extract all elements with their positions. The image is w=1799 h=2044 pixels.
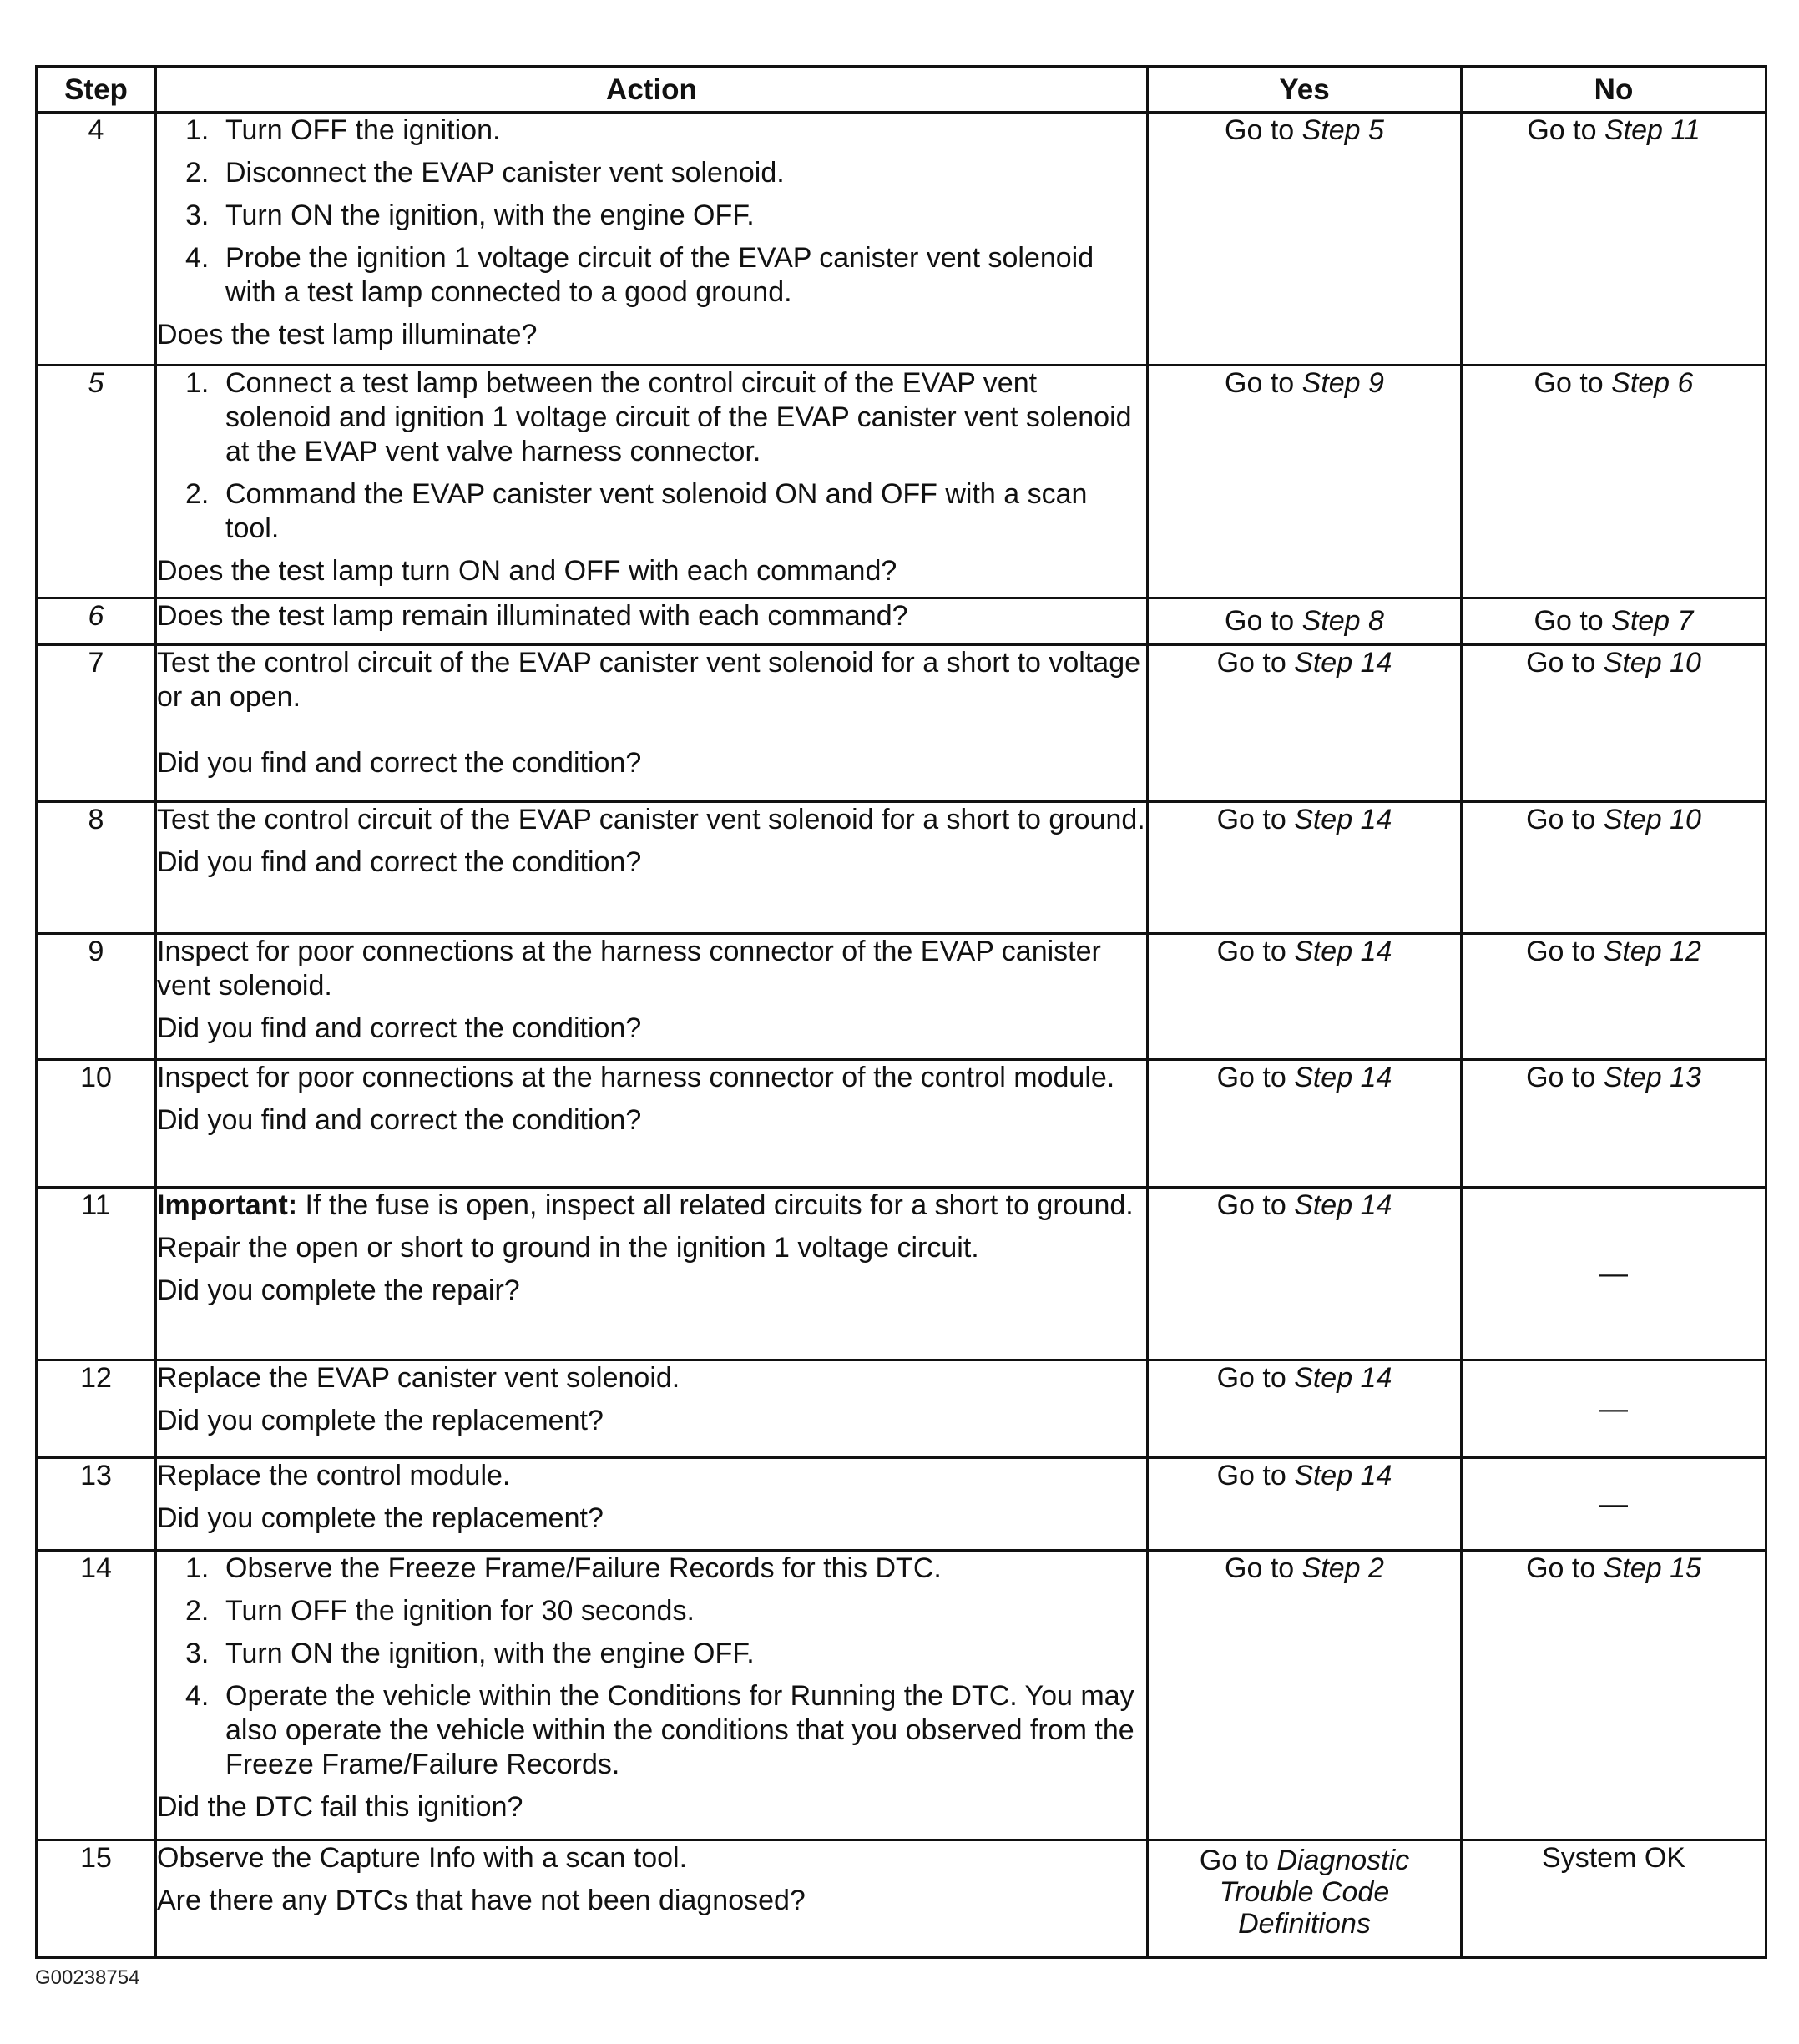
diagnostic-steps-table [35,65,1767,1959]
table-row-step-9 [37,934,1766,1060]
action-cell [156,1840,1148,1958]
action-text: Test the control circuit of the EVAP canister vent solenoid for a short to voltage or an open. [157,647,1141,713]
yes-cell: Go to Step 14 [1148,802,1462,934]
no-cell: Go to Step 15 [1462,1551,1766,1840]
table-header-row [37,67,1766,113]
step-number: 9 [37,934,156,1060]
yes-cell: Go to Diagnostic Trouble Code Definitions [1148,1840,1462,1958]
table-row-step-15 [37,1840,1766,1958]
table-row-step-5 [37,366,1766,598]
action-question: Did you complete the replacement? [157,1405,604,1436]
action-question: Did you find and correct the condition? [157,1104,642,1136]
action-question: Did you find and correct the condition? [157,846,642,878]
no-cell: Go to Step 10 [1462,802,1766,934]
column-header-action: Action [156,67,1148,113]
list-item: 3. Turn ON the ignition, with the engine OFF. [185,199,755,231]
list-item: 2. Disconnect the EVAP canister vent solenoid. [185,157,785,189]
action-cell [156,1360,1148,1458]
action-text: Replace the EVAP canister vent solenoid. [157,1362,680,1394]
table-row-step-12 [37,1360,1766,1458]
action-question: Does the test lamp turn ON and OFF with each command? [157,555,897,587]
step-number: 15 [37,1840,156,1958]
action-text: Replace the control module. [157,1460,511,1491]
list-item: 2. Turn OFF the ignition for 30 seconds. [185,1595,695,1627]
yes-cell: Go to Step 14 [1148,1188,1462,1360]
table-row-step-6 [37,598,1766,645]
column-header-no: No [1462,67,1766,113]
no-dash: — [1599,1392,1628,1425]
action-text: Inspect for poor connections at the harness connector of the EVAP canister vent solenoid. [157,936,1101,1002]
no-cell: Go to Step 6 [1462,366,1766,598]
action-question: Did you complete the repair? [157,1274,520,1306]
action-cell [156,113,1148,366]
table-row-step-7 [37,645,1766,802]
action-cell [156,1188,1148,1360]
action-question: Did you find and correct the condition? [157,747,642,779]
step-number: 14 [37,1551,156,1840]
action-text: Observe the Capture Info with a scan tool. [157,1842,688,1874]
no-cell: Go to Step 11 [1462,113,1766,366]
table-row-step-13 [37,1458,1766,1551]
yes-cell: Go to Step 14 [1148,1458,1462,1551]
step-number: 13 [37,1458,156,1551]
action-cell [156,1060,1148,1188]
yes-cell: Go to Step 2 [1148,1551,1462,1840]
important-note: Important: If the fuse is open, inspect all related circuits for a short to ground. [157,1189,1134,1221]
action-question: Does the test lamp illuminate? [157,319,538,351]
yes-cell: Go to Step 14 [1148,645,1462,802]
no-cell: Go to Step 12 [1462,934,1766,1060]
action-list [157,366,1146,546]
action-cell [156,1551,1148,1840]
no-cell [1462,1840,1766,1958]
step-number: 6 [37,598,156,645]
action-question: Did you complete the replacement? [157,1502,604,1534]
action-question: Did the DTC fail this ignition? [157,1791,523,1823]
step-number: 4 [37,113,156,366]
diagnostic-table-container [35,65,1765,1959]
no-cell: Go to Step 13 [1462,1060,1766,1188]
no-cell [1462,1458,1766,1551]
table-row-step-10 [37,1060,1766,1188]
table-row-step-4 [37,113,1766,366]
column-header-step: Step [37,67,156,113]
action-cell [156,645,1148,802]
action-question: Did you find and correct the condition? [157,1012,642,1044]
action-text: Test the control circuit of the EVAP canister vent solenoid for a short to ground. [157,804,1145,835]
step-number: 10 [37,1060,156,1188]
important-label: Important: [157,1189,298,1221]
list-item: 2. Command the EVAP canister vent solenoid ON and OFF with a scan tool. [185,478,1088,544]
step-number: 12 [37,1360,156,1458]
yes-cell: Go to Step 8 [1148,598,1462,645]
yes-cell: Go to Step 14 [1148,934,1462,1060]
action-text: Inspect for poor connections at the harness connector of the control module. [157,1062,1115,1093]
yes-cell: Go to Step 5 [1148,113,1462,366]
table-row-step-14 [37,1551,1766,1840]
list-item: 1. Observe the Freeze Frame/Failure Records for this DTC. [185,1552,942,1584]
no-cell [1462,1360,1766,1458]
action-cell [156,366,1148,598]
no-cell: Go to Step 7 [1462,598,1766,645]
yes-cell: Go to Step 14 [1148,1360,1462,1458]
action-question: Are there any DTCs that have not been diagnosed? [157,1885,806,1916]
action-question: Does the test lamp remain illuminated with each command? [157,600,908,632]
table-row-step-11 [37,1188,1766,1360]
action-list [157,1552,1146,1782]
column-header-yes: Yes [1148,67,1462,113]
yes-cell: Go to Step 14 [1148,1060,1462,1188]
action-text: Repair the open or short to ground in the ignition 1 voltage circuit. [157,1232,979,1264]
step-number: 7 [37,645,156,802]
yes-cell: Go to Step 9 [1148,366,1462,598]
no-dash: — [1599,1487,1628,1520]
step-number: 11 [37,1188,156,1360]
action-cell [156,934,1148,1060]
table-row-step-8 [37,802,1766,934]
no-cell [1462,1188,1766,1360]
action-cell [156,1458,1148,1551]
figure-id: G00238754 [35,1966,140,1989]
action-cell [156,598,1148,645]
system-ok-text: System OK [1542,1842,1685,1874]
list-item: 4. Probe the ignition 1 voltage circuit of the EVAP canister vent solenoid with a test lamp connected to a good ground. [185,242,1094,308]
no-dash: — [1599,1257,1628,1289]
list-item: 1. Connect a test lamp between the control circuit of the EVAP vent solenoid and ignition 1 voltage circuit of the EVAP canister vent solenoid at the EVAP vent valve harness connector. [185,367,1132,467]
list-item: 1. Turn OFF the ignition. [185,114,501,146]
action-cell [156,802,1148,934]
list-item: 4. Operate the vehicle within the Conditions for Running the DTC. You may also operate the vehicle within the conditions that you observed from the Freeze Frame/Failure Records. [185,1680,1134,1780]
step-number: 8 [37,802,156,934]
list-item: 3. Turn ON the ignition, with the engine OFF. [185,1638,755,1669]
step-number: 5 [37,366,156,598]
no-cell: Go to Step 10 [1462,645,1766,802]
action-list [157,114,1146,310]
